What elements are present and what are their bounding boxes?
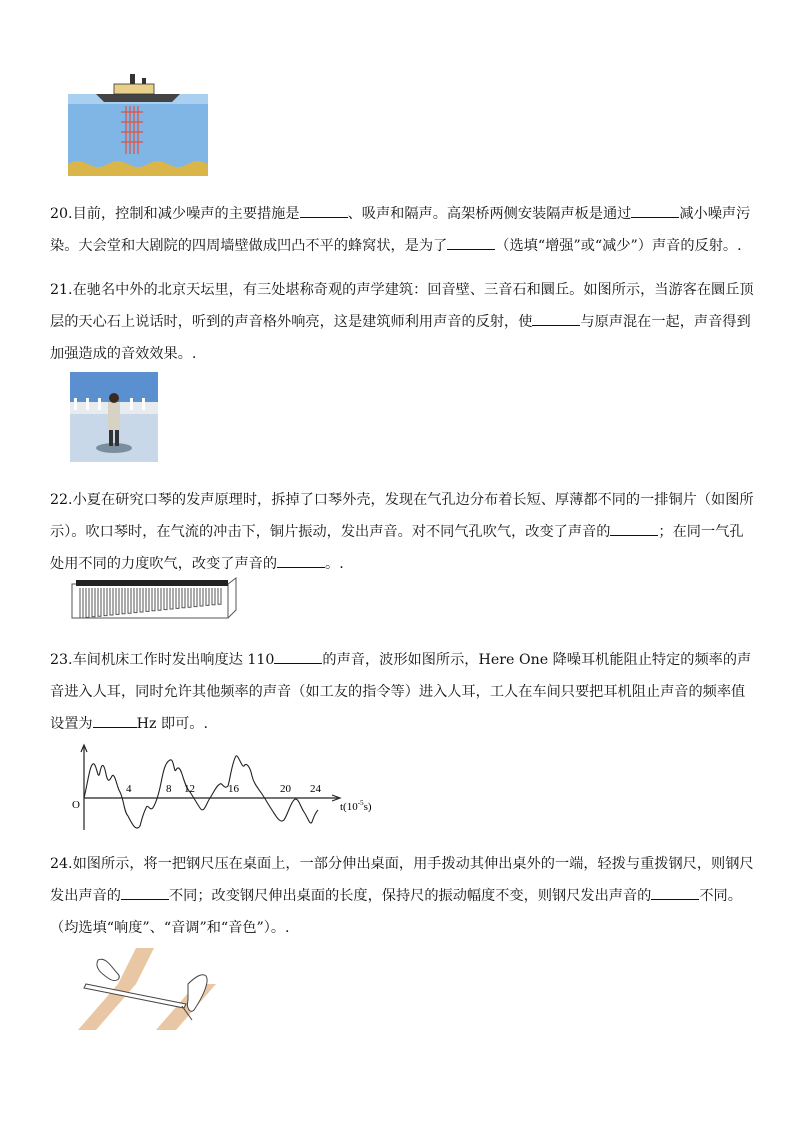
question-number: 22. (50, 492, 73, 508)
question-number: 21. (50, 282, 73, 298)
question-21: 21.在驰名中外的北京天坛里，有三处堪称奇观的声学建筑：回音壁、三音石和圜丘。如图所示，当游客在圜丘顶层的天心石上说话时，听到的声音格外响亮，这是建筑师利用声音的反射，使 与原声混在一起，声音得到加强造成的音效效果。. (50, 282, 754, 362)
tick-label: 24 (310, 783, 321, 795)
question-20: 20.目前，控制和减少噪声的主要措施是 、吸声和隔声。高架桥两侧安装隔声板是通过 减小噪声污染。大会堂和大剧院的四周墙壁做成凹凸不平的蜂窝状，是为了 （选填“增强”或“减少”）声音的反射。. (50, 198, 756, 262)
answer-blank[interactable] (277, 551, 325, 568)
answer-blank[interactable] (610, 519, 658, 536)
ship-sonar-figure (68, 72, 208, 176)
answer-blank[interactable] (300, 201, 348, 218)
answer-blank[interactable] (274, 647, 322, 664)
question-24: 24.如图所示，将一把钢尺压在桌面上，一部分伸出桌面，用手拨动其伸出桌外的一端，轻拨与重拨钢尺，则钢尺发出声音的 不同；改变钢尺伸出桌面的长度，保持尺的振动幅度不变，则钢尺发出声音的 不同。（均选填“响度”、“音调”和“音色”）。. (50, 856, 754, 936)
tick-label: 20 (280, 783, 291, 795)
tick-label: 8 (166, 783, 172, 795)
tick-label: 12 (184, 783, 195, 795)
answer-blank[interactable] (93, 711, 137, 728)
axis-label: $t(10^{-5}s)$ (340, 799, 372, 813)
question-23: 23.车间机床工作时发出响度达 110 的声音，波形如图所示，Here One 降噪耳机能阻止特定的频率的声音进入人耳，同时允许其他频率的声音（如工友的指令等）进入人耳，工人在车间只要把耳机阻止声音的频率值设置为 Hz 即可。. (50, 644, 756, 740)
answer-blank[interactable] (532, 309, 580, 326)
tick-label: 16 (228, 783, 239, 795)
answer-blank[interactable] (631, 201, 679, 218)
question-number: 20. (50, 206, 73, 222)
tick-label: 4 (126, 783, 132, 795)
answer-blank[interactable] (651, 883, 699, 900)
question-number: 23. (50, 652, 73, 668)
harmonica-reeds-figure (70, 576, 238, 622)
steel-ruler-figure (78, 944, 228, 1034)
answer-blank[interactable] (121, 883, 169, 900)
answer-blank[interactable] (447, 233, 495, 250)
origin-label: O (72, 799, 80, 811)
question-22: 22.小夏在研究口琴的发声原理时，拆掉了口琴外壳，发现在气孔边分布着长短、厚薄都不同的一排铜片（如图所示）。吹口琴时，在气流的冲击下，铜片振动，发出声音。对不同气孔吹气，改变了声音的 ；在同一气孔处用不同的力度吹气，改变了声音的 。. (50, 492, 754, 572)
sound-waveform-chart (62, 742, 392, 836)
question-number: 24. (50, 856, 73, 872)
temple-of-heaven-photo (70, 372, 158, 462)
